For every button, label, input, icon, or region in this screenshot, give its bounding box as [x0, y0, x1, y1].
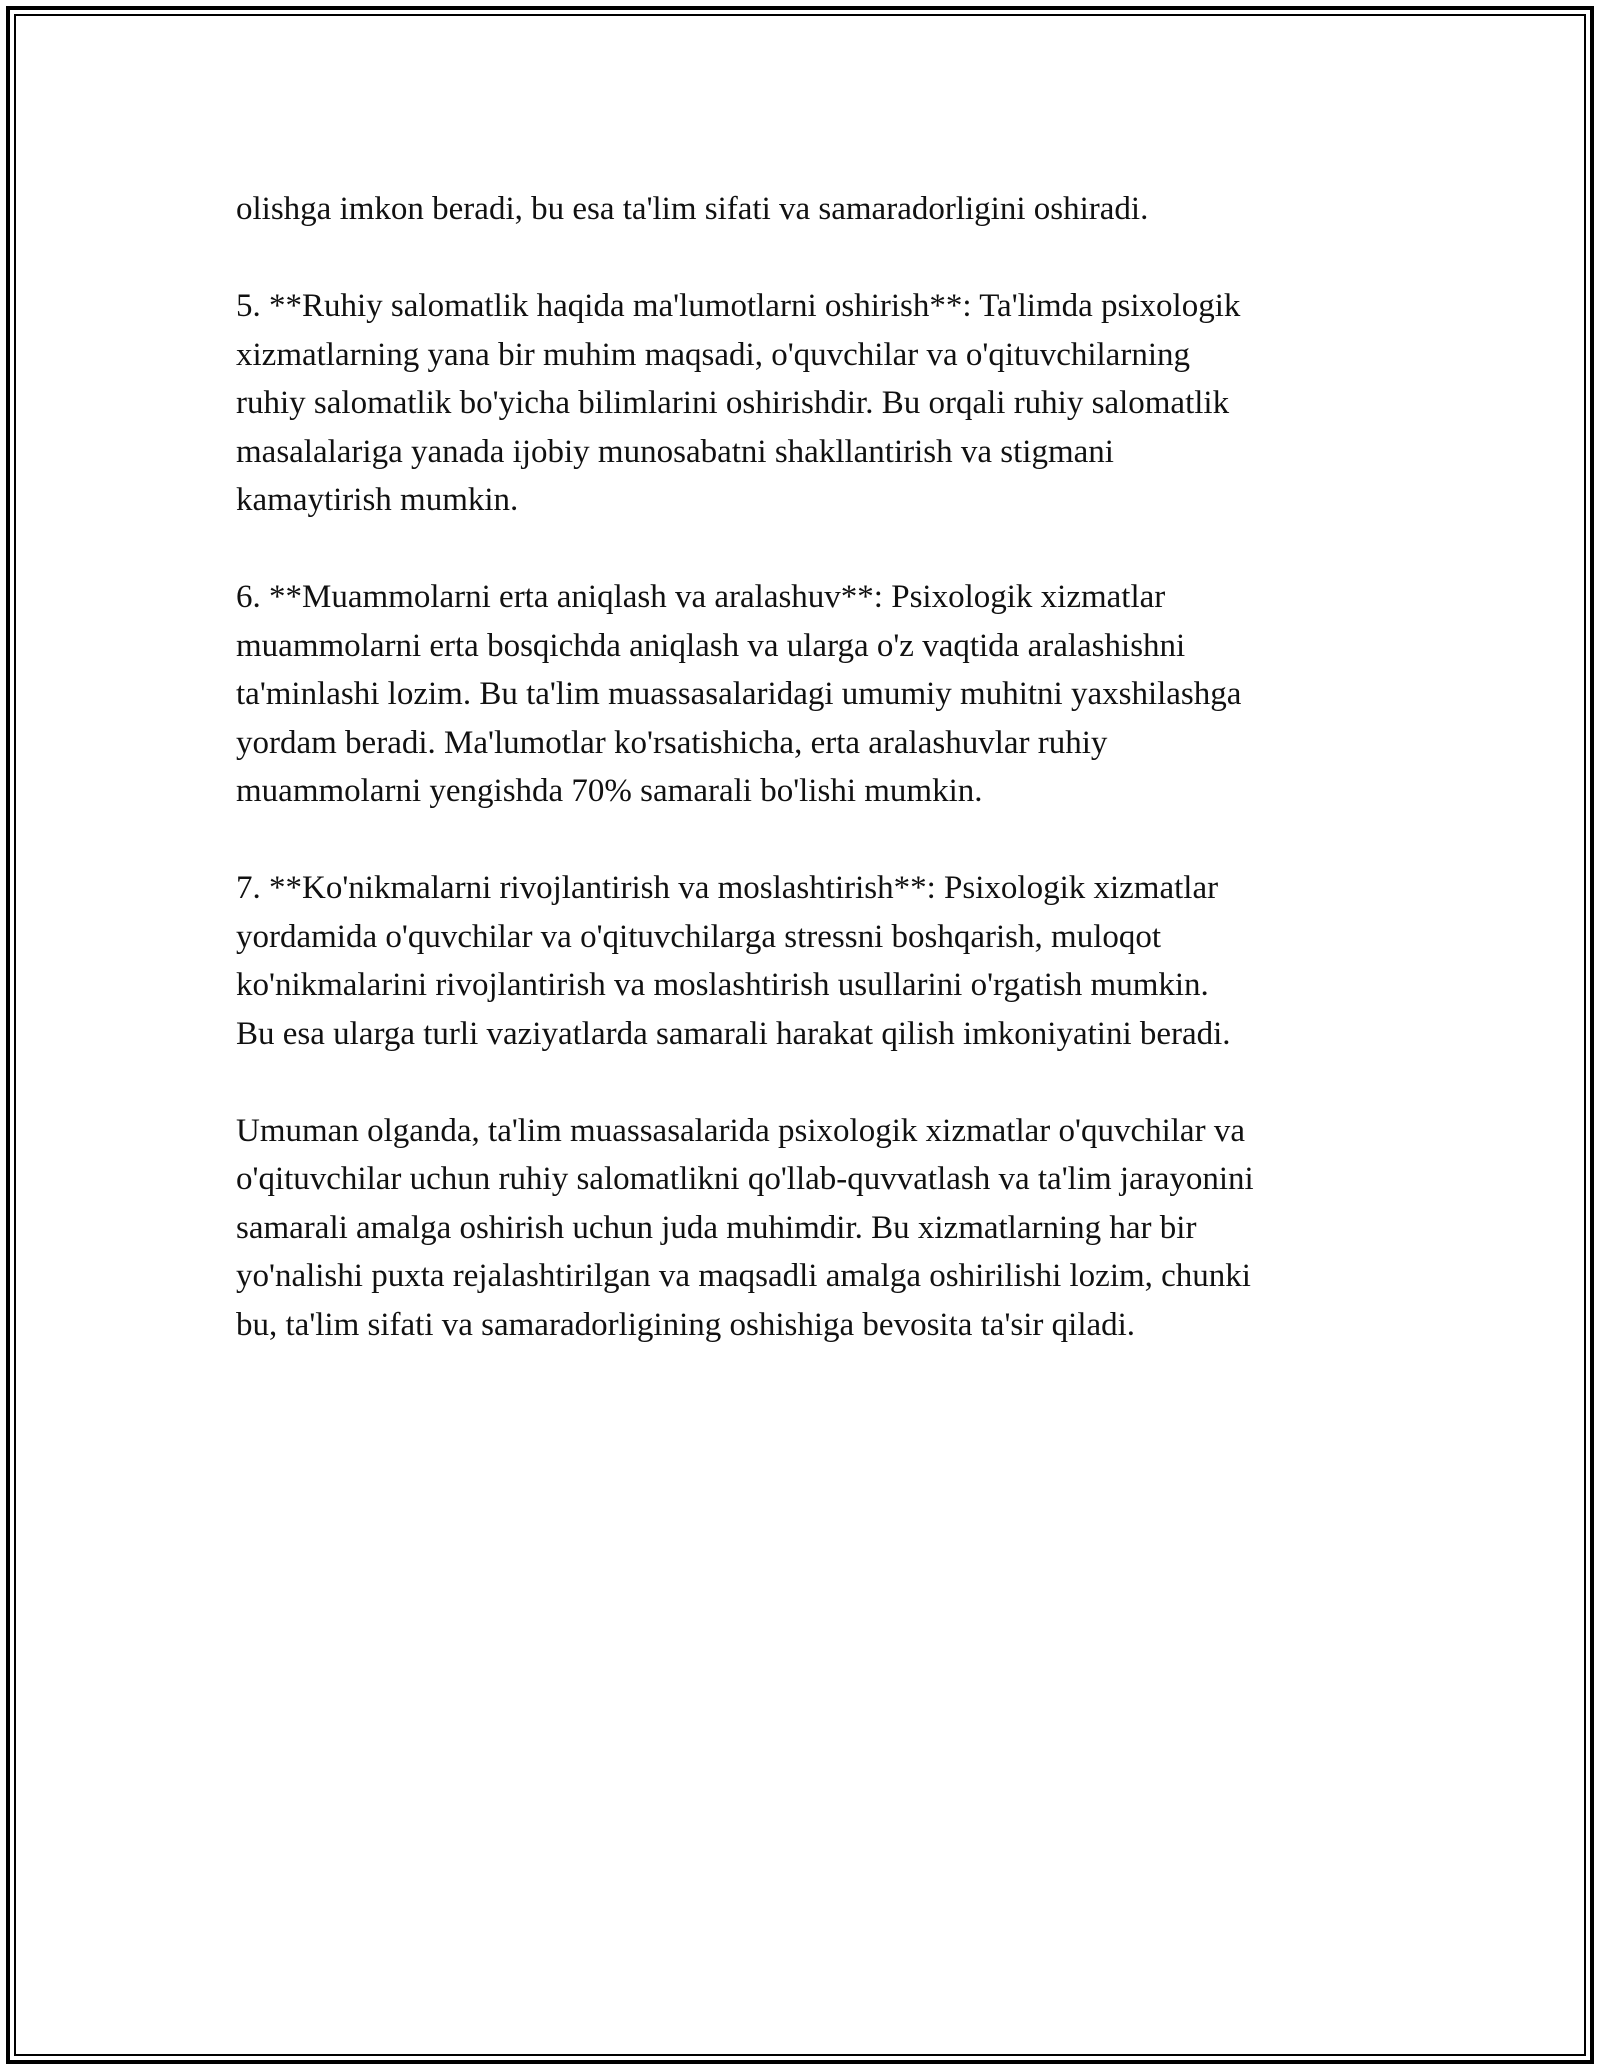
- paragraph-continuation: olishga imkon beradi, bu esa ta'lim sifati va samaradorligini oshiradi.: [236, 191, 1149, 227]
- paragraph-item-6: 6. **Muammolarni erta aniqlash va aralashuv**: Psixologik xizmatlar muammolarni erta bosqichda aniqlash va ularga o'z vaqtida aralashishni ta'minlashi lozim. Bu ta'lim muassasalaridagi umumiy muhitni yaxshilashga yordam beradi. Ma'lumotlar ko'rsatishicha, erta aralashuvlar ruhiy muammolarni yengishda 70% samarali bo'lishi mumkin.: [236, 579, 1242, 809]
- document-body: [236, 185, 1396, 1398]
- paragraph-conclusion: Umuman olganda, ta'lim muassasalarida psixologik xizmatlar o'quvchilar va o'qituvchilar uchun ruhiy salomatlikni qo'llab-quvvatlash va ta'lim jarayonini samarali amalga oshirish uchun juda muhimdir. Bu xizmatlarning har bir yo'nalishi puxta rejalashtirilgan va maqsadli amalga oshirilishi lozim, chunki bu, ta'lim sifati va samaradorligining oshishiga bevosita ta'sir qiladi.: [236, 1112, 1254, 1343]
- paragraph-item-5: 5. **Ruhiy salomatlik haqida ma'lumotlarni oshirish**: Ta'limda psixologik xizmatlarning yana bir muhim maqsadi, o'quvchilar va o'qituvchilarning ruhiy salomatlik bo'yicha bilimlarini oshirishdir. Bu orqali ruhiy salomatlik masalalariga yanada ijobiy munosabatni shakllantirish va stigmani kamaytirish mumkin.: [236, 288, 1241, 518]
- paragraph-item-7: 7. **Ko'nikmalarni rivojlantirish va moslashtirish**: Psixologik xizmatlar yordamida o'quvchilar va o'qituvchilarga stressni boshqarish, muloqot ko'nikmalarini rivojlantirish va moslashtirish usullarini o'rgatish mumkin. Bu esa ularga turli vaziyatlarda samarali harakat qilish imkoniyatini beradi.: [236, 870, 1231, 1052]
